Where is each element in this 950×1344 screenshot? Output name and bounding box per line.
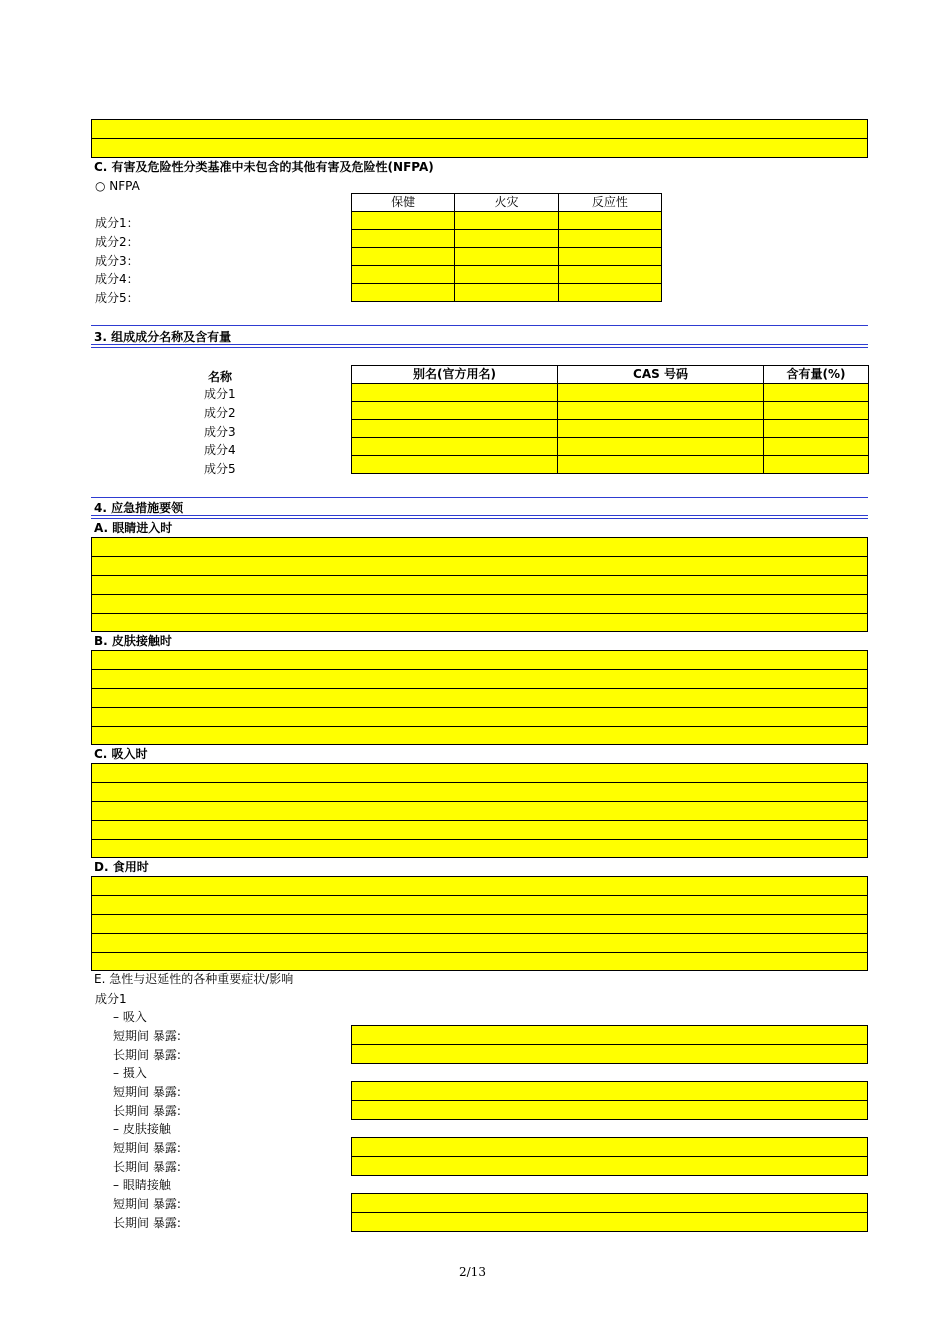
skin-input-box[interactable]	[91, 650, 868, 745]
composition-cell[interactable]	[558, 420, 764, 438]
composition-col-header: 别名(官方用名)	[352, 366, 558, 384]
section-rule	[91, 325, 868, 326]
nfpa-cell[interactable]	[455, 266, 558, 284]
route-name: – 摄入	[113, 1066, 147, 1080]
input-row[interactable]	[352, 1157, 867, 1176]
composition-cell[interactable]	[558, 384, 764, 402]
input-row[interactable]	[92, 783, 867, 802]
input-row[interactable]	[92, 953, 867, 972]
input-row[interactable]	[92, 595, 867, 614]
input-row[interactable]	[92, 802, 867, 821]
composition-row-label: 成分4	[204, 443, 236, 458]
composition-row-label: 成分2	[204, 405, 236, 420]
input-row[interactable]	[92, 139, 867, 158]
composition-cell[interactable]	[558, 402, 764, 420]
name-header: 名称	[208, 370, 233, 384]
input-row[interactable]	[92, 764, 867, 783]
nfpa-cell[interactable]	[455, 212, 558, 230]
input-row[interactable]	[352, 1213, 867, 1232]
composition-cell[interactable]	[764, 402, 869, 420]
ingest-input-box[interactable]	[91, 876, 868, 971]
inhale-title: C. 吸入时	[94, 747, 148, 761]
first-aid-title: 4. 应急措施要领	[94, 501, 184, 515]
nfpa-cell[interactable]	[558, 266, 661, 284]
long-exposure-label: 长期间 暴露:	[113, 1048, 181, 1062]
input-row[interactable]	[92, 877, 867, 896]
section-rule	[91, 347, 868, 348]
section-rule	[91, 497, 868, 498]
composition-cell[interactable]	[764, 420, 869, 438]
nfpa-cell[interactable]	[352, 212, 455, 230]
nfpa-title: C. 有害及危险性分类基准中未包含的其他有害及危险性(NFPA)	[94, 160, 434, 174]
short-exposure-label: 短期间 暴露:	[113, 1141, 181, 1155]
composition-cell[interactable]	[352, 384, 558, 402]
composition-table	[351, 365, 869, 474]
symptoms-component: 成分1	[95, 992, 127, 1006]
input-row[interactable]	[92, 670, 867, 689]
composition-cell[interactable]	[352, 456, 558, 474]
input-row[interactable]	[92, 896, 867, 915]
nfpa-col-header: 反应性	[558, 194, 661, 212]
nfpa-cell[interactable]	[455, 230, 558, 248]
eye-input-box[interactable]	[91, 537, 868, 632]
nfpa-cell[interactable]	[352, 284, 455, 302]
nfpa-row-label: 成分2：	[95, 234, 139, 249]
input-row[interactable]	[92, 934, 867, 953]
nfpa-cell[interactable]	[455, 284, 558, 302]
top-input-box[interactable]	[91, 119, 868, 158]
eye-exposure-box[interactable]	[351, 1193, 868, 1232]
symptoms-title: E. 急性与迟延性的各种重要症状/影响	[94, 972, 294, 986]
nfpa-col-header: 火灾	[455, 194, 558, 212]
long-exposure-label: 长期间 暴露:	[113, 1216, 181, 1230]
nfpa-cell[interactable]	[558, 284, 661, 302]
short-exposure-label: 短期间 暴露:	[113, 1029, 181, 1043]
section-rule	[91, 344, 868, 345]
nfpa-table	[351, 193, 662, 302]
ingest-title: D. 食用时	[94, 860, 149, 874]
nfpa-cell[interactable]	[558, 248, 661, 266]
inhale-exposure-box[interactable]	[351, 1025, 868, 1064]
input-row[interactable]	[92, 689, 867, 708]
nfpa-cell[interactable]	[352, 230, 455, 248]
input-row[interactable]	[352, 1194, 867, 1213]
composition-row-labels	[204, 385, 236, 479]
composition-cell[interactable]	[764, 384, 869, 402]
composition-cell[interactable]	[764, 438, 869, 456]
route-name: – 吸入	[113, 1010, 147, 1024]
composition-col-header: 含有量(%)	[764, 366, 869, 384]
nfpa-cell[interactable]	[352, 248, 455, 266]
inhale-input-box[interactable]	[91, 763, 868, 858]
section-rule	[91, 515, 868, 516]
nfpa-row-labels	[95, 214, 139, 308]
page-number: 2/13	[459, 1265, 486, 1279]
input-row[interactable]	[92, 557, 867, 576]
input-row[interactable]	[92, 120, 867, 139]
input-row[interactable]	[92, 821, 867, 840]
eye-title: A. 眼睛进入时	[94, 521, 173, 535]
composition-cell[interactable]	[352, 420, 558, 438]
route-name: – 眼睛接触	[113, 1178, 171, 1192]
section-rule	[91, 518, 868, 519]
route-name: – 皮肤接触	[113, 1122, 171, 1136]
input-row[interactable]	[92, 576, 867, 595]
nfpa-cell[interactable]	[558, 230, 661, 248]
input-row[interactable]	[92, 840, 867, 859]
composition-cell[interactable]	[558, 438, 764, 456]
short-exposure-label: 短期间 暴露:	[113, 1085, 181, 1099]
composition-col-header: CAS 号码	[558, 366, 764, 384]
composition-row-label: 成分5	[204, 462, 236, 477]
nfpa-row-label: 成分5：	[95, 291, 139, 306]
input-row[interactable]	[92, 915, 867, 934]
nfpa-option[interactable]: ○ NFPA	[95, 179, 140, 193]
long-exposure-label: 长期间 暴露:	[113, 1160, 181, 1174]
composition-row-label: 成分1	[204, 387, 236, 401]
nfpa-col-header: 保健	[352, 194, 455, 212]
input-row[interactable]	[352, 1138, 867, 1157]
composition-cell[interactable]	[352, 402, 558, 420]
input-row[interactable]	[92, 614, 867, 633]
nfpa-row-label: 成分4：	[95, 272, 139, 287]
skin-exposure-box[interactable]	[351, 1137, 868, 1176]
nfpa-cell[interactable]	[455, 248, 558, 266]
input-row[interactable]	[92, 651, 867, 670]
long-exposure-label: 长期间 暴露:	[113, 1104, 181, 1118]
composition-cell[interactable]	[764, 456, 869, 474]
composition-title: 3. 组成成分名称及含有量	[94, 330, 232, 344]
input-row[interactable]	[352, 1082, 867, 1101]
nfpa-row-label: 成分3：	[95, 253, 139, 268]
ingest-exposure-box[interactable]	[351, 1081, 868, 1120]
input-row[interactable]	[92, 708, 867, 727]
input-row[interactable]	[92, 727, 867, 746]
input-row[interactable]	[92, 538, 867, 557]
composition-cell[interactable]	[558, 456, 764, 474]
nfpa-cell[interactable]	[558, 212, 661, 230]
input-row[interactable]	[352, 1026, 867, 1045]
input-row[interactable]	[352, 1045, 867, 1064]
short-exposure-label: 短期间 暴露:	[113, 1197, 181, 1211]
composition-row-label: 成分3	[204, 424, 236, 439]
composition-cell[interactable]	[352, 438, 558, 456]
skin-title: B. 皮肤接触时	[94, 634, 172, 648]
nfpa-cell[interactable]	[352, 266, 455, 284]
nfpa-row-label: 成分1：	[95, 216, 139, 230]
input-row[interactable]	[352, 1101, 867, 1120]
